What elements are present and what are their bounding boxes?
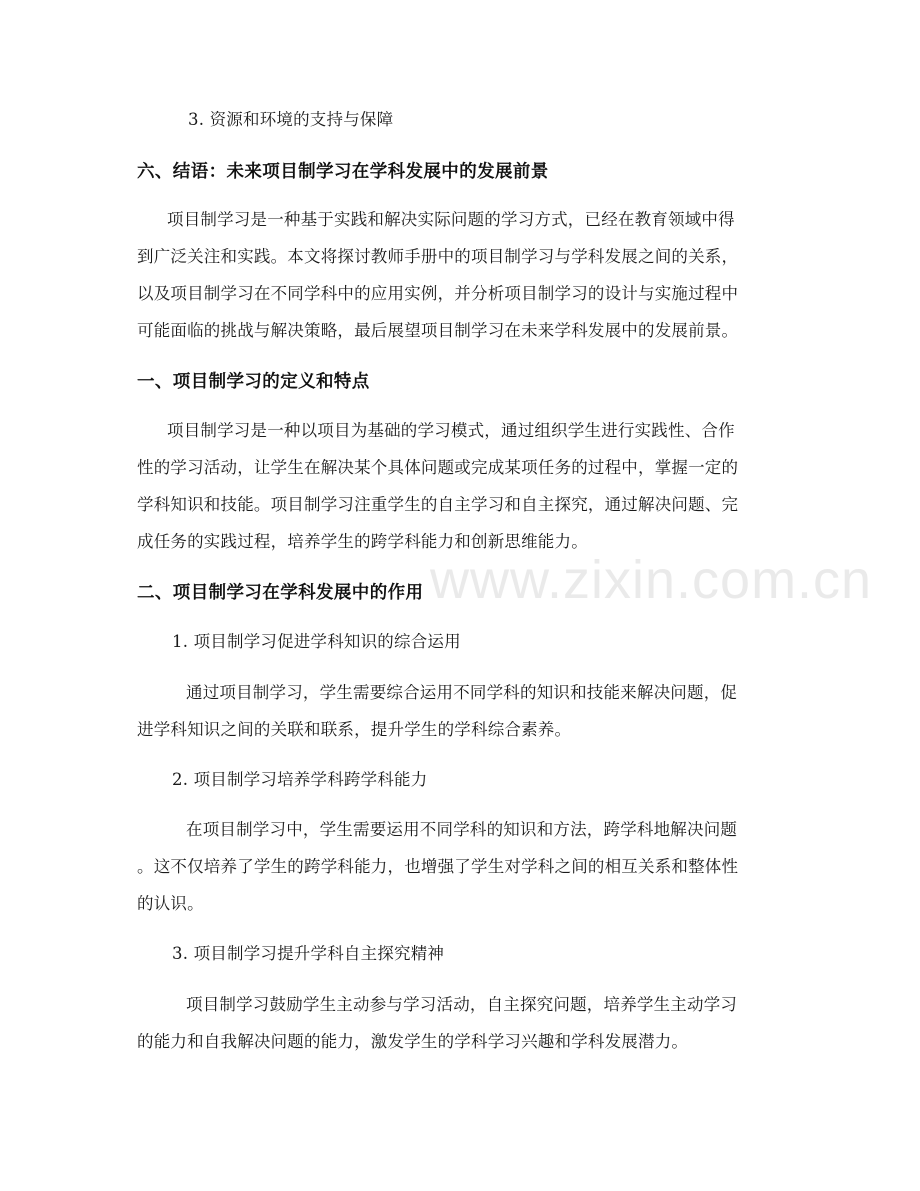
paragraph-line: 学科知识和技能。项目制学习注重学生的自主学习和自主探究，通过解决问题、完 (137, 495, 739, 514)
paragraph-line: 性的学习活动，让学生在解决某个具体问题或完成某项任务的过程中，掌握一定的 (137, 458, 739, 477)
paragraph-line: 的能力和自我解决问题的能力，激发学生的学科学习兴趣和学科发展潜力。 (137, 1032, 689, 1051)
paragraph-line: 可能面临的挑战与解决策略，最后展望项目制学习在未来学科发展中的发展前景。 (137, 321, 739, 340)
paragraph-line: 通过项目制学习，学生需要综合运用不同学科的知识和技能来解决问题，促 (186, 683, 738, 702)
paragraph-line: 进学科知识之间的关联和联系，提升学生的学科综合素养。 (137, 720, 572, 739)
paragraph-line: 的认识。 (137, 894, 204, 913)
subsection-heading: 3. 项目制学习提升学科自主探究精神 (172, 944, 445, 963)
paragraph-line: 。这不仅培养了学生的跨学科能力，也增强了学生对学科之间的相互关系和整体性 (137, 857, 739, 876)
section-heading: 六、结语：未来项目制学习在学科发展中的发展前景 (137, 162, 549, 182)
paragraph-line: 到广泛关注和实践。本文将探讨教师手册中的项目制学习与学科发展之间的关系， (137, 247, 739, 266)
watermark: www.zixin.com.cn (430, 550, 873, 610)
paragraph-line: 在项目制学习中，学生需要运用不同学科的知识和方法，跨学科地解决问题 (186, 820, 738, 839)
subsection-heading: 1. 项目制学习促进学科知识的综合运用 (172, 632, 461, 651)
paragraph-line: 成任务的实践过程，培养学生的跨学科能力和创新思维能力。 (137, 532, 588, 551)
subsection-heading: 2. 项目制学习培养学科跨学科能力 (172, 770, 428, 789)
paragraph-line: 项目制学习是一种以项目为基础的学习模式，通过组织学生进行实践性、合作 (167, 421, 735, 440)
section-heading: 一、项目制学习的定义和特点 (137, 372, 370, 392)
paragraph-line: 项目制学习鼓励学生主动参与学习活动，自主探究问题，培养学生主动学习 (186, 995, 738, 1014)
section-heading: 二、项目制学习在学科发展中的作用 (137, 583, 424, 603)
list-item: 3. 资源和环境的支持与保障 (188, 110, 394, 129)
paragraph-line: 项目制学习是一种基于实践和解决实际问题的学习方式，已经在教育领域中得 (167, 210, 735, 229)
paragraph-line: 以及项目制学习在不同学科中的应用实例，并分析项目制学习的设计与实施过程中 (137, 284, 739, 303)
